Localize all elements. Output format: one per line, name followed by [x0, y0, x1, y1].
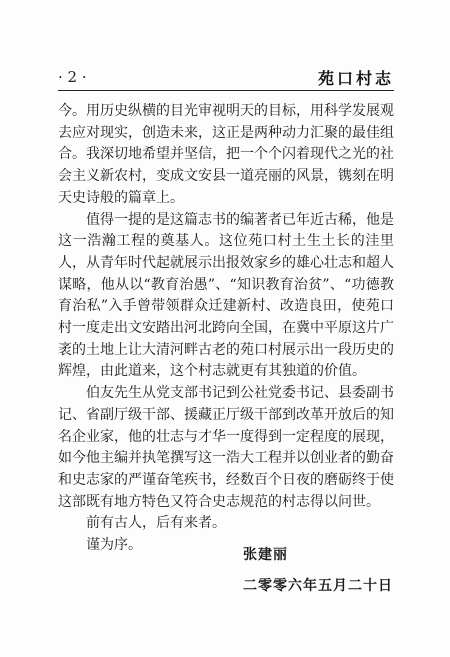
page-number: · 2 · [58, 68, 87, 86]
author-signature: 张建丽 [243, 547, 288, 563]
paragraph: 值得一提的是这篇志书的编著者已年近古稀，他是这一浩瀚工程的奠基人。这位苑口村土生土长的洼里人，从青年时代起就展示出报效家乡的雄心壮志和超人谋略，他从以“教育治愚”、“知识教育治贫”、“功德教育治私”入手曾带领群众迁建新村、改造良田，使苑口村一度走出文安踏出河北跨向全国，在冀中平原这片广袤的土地上让大清河畔古老的苑口村展示出一段历史的辉煌，由此道来，这个村志就更有其独道的价值。 [58, 211, 394, 380]
paragraph: 伯友先生从党支部书记到公社党委书记、县委副书记、省副厅级干部、援藏正厅级干部到改革开放后的知名企业家，他的壮志与才华一度得到一定程度的展现，如今他主编并执笔撰写这一浩大工程并以创业者的勤奋和史志家的严谨奋笔疾书，经数百个日夜的磨砺终于使这部既有地方特色又符合史志规范的村志得以问世。 [58, 385, 394, 510]
paragraph: 前有古人，后有来者。 [86, 515, 226, 532]
preface-body [58, 101, 394, 557]
running-title: 苑口村志 [317, 69, 394, 88]
page-header [58, 66, 394, 88]
header-divider [58, 90, 394, 91]
signature-date: 二零零六年五月二十日 [243, 578, 393, 594]
paragraph: 谨为序。 [86, 537, 142, 554]
paragraph-continued: 今。用历史纵横的目光审视明天的目标，用科学发展观去应对现实，创造未来，这正是两种动力汇聚的最佳组合。我深切地希望并坚信，把一个个闪着现代之光的社会主义新农村，变成文安县一道亮丽的风景，镌刻在明天史诗般的篇章上。 [58, 103, 394, 206]
